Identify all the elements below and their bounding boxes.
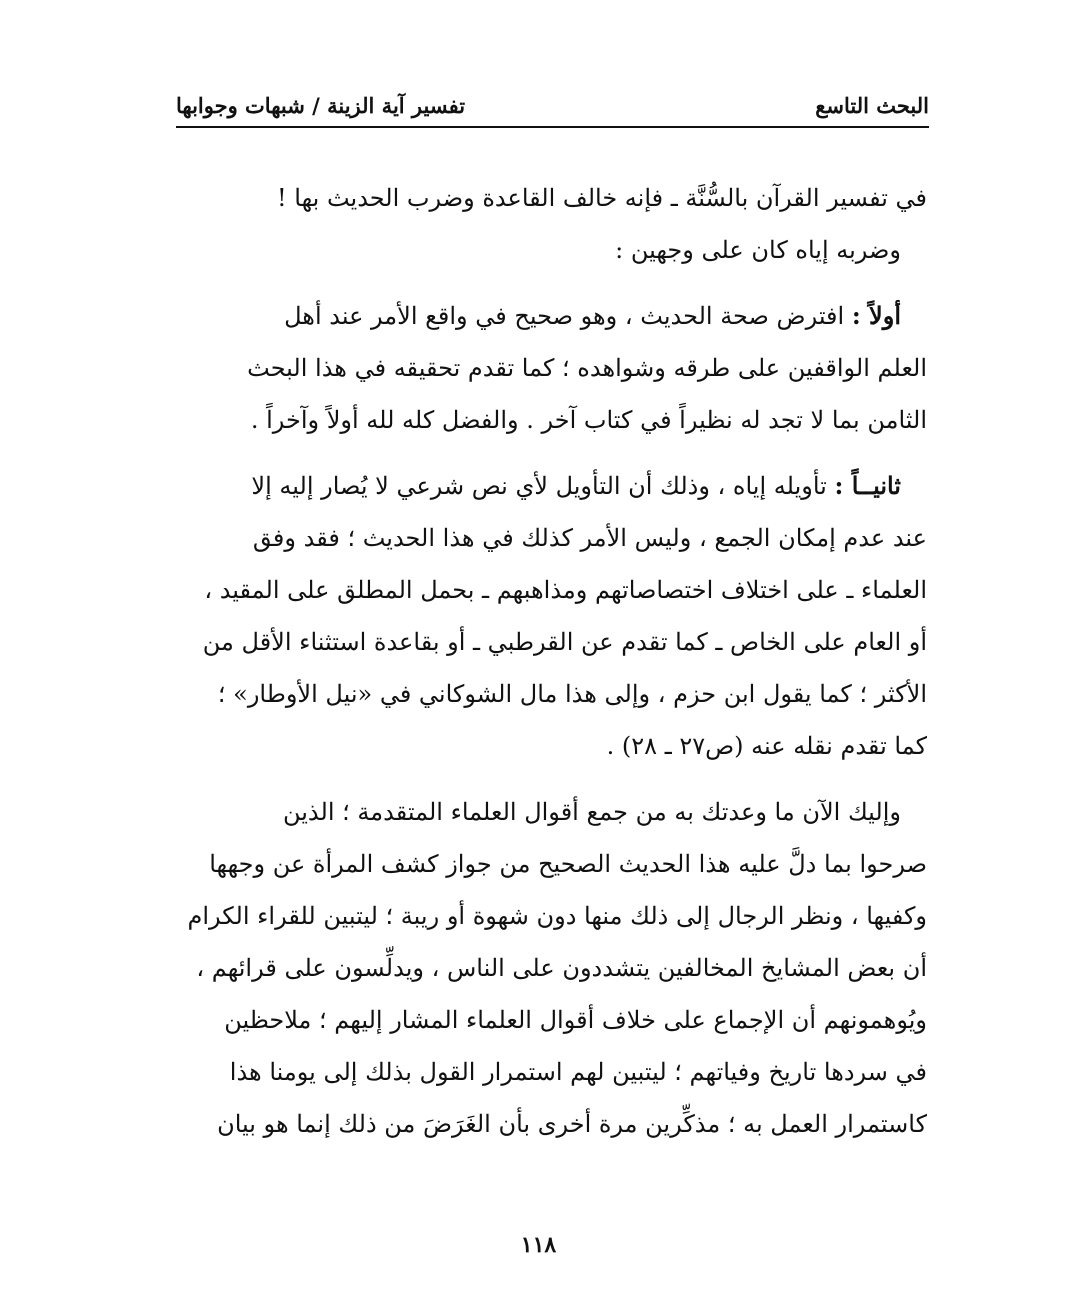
body-text xyxy=(181,172,927,1164)
text-line xyxy=(181,290,927,342)
paragraph-first-aspect xyxy=(181,290,927,446)
paragraph-scholars-quotes xyxy=(181,786,927,1150)
paragraph-1 xyxy=(181,172,927,224)
text-line: كاستمرار العمل به ؛ مذكِّرين مرة أخرى بأن الغَرَضَ من ذلك إنما هو بيان xyxy=(217,1110,927,1138)
page-number: ١١٨ xyxy=(520,1232,557,1258)
text-line: أن بعض المشايخ المخالفين يتشددون على الناس ، ويدلِّسون على قرائهم ، xyxy=(196,954,927,982)
text-line-rest: تأويله إياه ، وذلك أن التأويل لأي نص شرعي لا يُصار إليه إلا xyxy=(251,472,835,500)
header-topic: تفسير آية الزينة / شبهات وجوابها xyxy=(176,92,466,118)
text-line: وكفيها ، ونظر الرجال إلى ذلك منها دون شهوة أو ريبة ؛ ليتبين للقراء الكرام xyxy=(187,902,927,930)
text-line xyxy=(181,460,927,512)
text-line: عند عدم إمكان الجمع ، وليس الأمر كذلك في هذا الحديث ؛ فقد وفق xyxy=(252,524,927,552)
text-line: وإليك الآن ما وعدتك به من جمع أقوال العلماء المتقدمة ؛ الذين xyxy=(282,798,901,826)
text-line-rest: افترض صحة الحديث ، وهو صحيح في واقع الأمر عند أهل xyxy=(284,302,852,330)
text-line: العلم الواقفين على طرقه وشواهده ؛ كما تقدم تحقيقه في هذا البحث xyxy=(247,354,927,382)
text-line: صرحوا بما دلَّ عليه هذا الحديث الصحيح من جواز كشف المرأة عن وجهها xyxy=(209,850,927,878)
paragraph-second-aspect xyxy=(181,460,927,772)
header-chapter: البحث التاسع xyxy=(815,92,929,118)
text-line: العلماء ـ على اختلاف اختصاصاتهم ومذاهبهم ـ بحمل المطلق على المقيد ، xyxy=(204,576,927,604)
text-line: ويُوهمونهم أن الإجماع على خلاف أقوال العلماء المشار إليهم ؛ ملاحظين xyxy=(224,1006,927,1034)
lead-term: ثانيــاً : xyxy=(834,471,901,500)
text-line: كما تقدم نقله عنه (ص٢٧ ـ ٢٨) . xyxy=(606,732,927,760)
text-line: الثامن بما لا تجد له نظيراً في كتاب آخر . والفضل كله لله أولاً وآخراً . xyxy=(250,406,927,434)
text-line: وضربه إياه كان على وجهين : xyxy=(615,236,901,264)
text-line: في تفسير القرآن بالسُّنَّة ـ فإنه خالف القاعدة وضرب الحديث بها ! xyxy=(276,184,927,212)
paragraph-2 xyxy=(181,224,927,276)
lead-term: أولاً : xyxy=(851,301,901,330)
text-line: أو العام على الخاص ـ كما تقدم عن القرطبي ـ أو بقاعدة استثناء الأقل من xyxy=(202,628,927,656)
text-line: في سردها تاريخ وفياتهم ؛ ليتبين لهم استمرار القول بذلك إلى يومنا هذا xyxy=(229,1058,927,1086)
text-line: الأكثر ؛ كما يقول ابن حزم ، وإلى هذا مال الشوكاني في «نيل الأوطار» ؛ xyxy=(217,680,927,708)
running-header xyxy=(176,84,929,128)
